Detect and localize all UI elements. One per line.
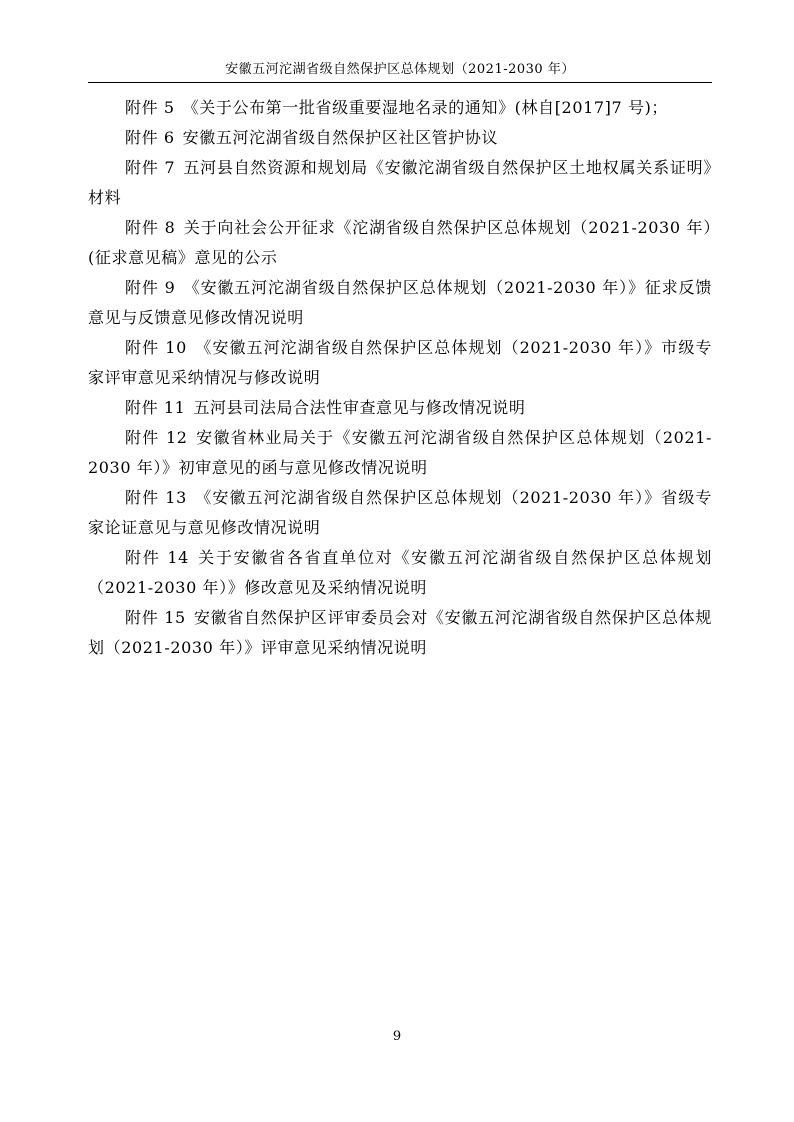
attachment-text: 《安徽五河沱湖省级自然保护区总体规划（2021-2030 年）》征求反馈意见与反馈意见修改情况说明 (88, 278, 713, 327)
attachment-label: 附件 6 (125, 128, 175, 147)
attachment-text: 安徽省林业局关于《安徽五河沱湖省级自然保护区总体规划（2021-2030 年）》初审意见的函与意见修改情况说明 (88, 428, 712, 477)
attachment-label: 附件 13 (125, 488, 187, 507)
attachment-item-6 (88, 123, 712, 153)
attachment-label: 附件 12 (125, 428, 188, 447)
attachment-text: 《安徽五河沱湖省级自然保护区总体规划（2021-2030 年）》市级专家评审意见采纳情况与修改说明 (88, 338, 712, 387)
attachment-text: 五河县司法局合法性审查意见与修改情况说明 (193, 398, 526, 417)
attachment-label: 附件 10 (125, 338, 187, 357)
attachment-text: 五河县自然资源和规划局《安徽沱湖省级自然保护区土地权属关系证明》材料 (88, 158, 713, 207)
attachment-text: 《安徽五河沱湖省级自然保护区总体规划（2021-2030 年）》省级专家论证意见与意见修改情况说明 (88, 488, 712, 537)
attachment-label: 附件 5 (125, 98, 175, 117)
attachment-text: 《关于公布第一批省级重要湿地名录的通知》(林自[2017]7 号)； (182, 98, 669, 117)
attachment-item-10 (88, 333, 712, 393)
page-number: 9 (392, 1029, 402, 1044)
attachment-label: 附件 15 (125, 608, 186, 627)
attachment-text: 关于向社会公开征求《沱湖省级自然保护区总体规划（2021-2030 年）(征求意见稿》意见的公示 (88, 218, 713, 267)
header-divider (88, 82, 712, 83)
attachment-list (88, 93, 712, 663)
attachment-item-9 (88, 273, 712, 333)
attachment-text: 安徽省自然保护区评审委员会对《安徽五河沱湖省级自然保护区总体规划（2021-2030 年）》评审意见采纳情况说明 (88, 608, 712, 657)
attachment-item-5 (88, 93, 712, 123)
attachment-item-15 (88, 603, 712, 663)
page-header: 安徽五河沱湖省级自然保护区总体规划（2021-2030 年） (225, 62, 575, 77)
attachment-label: 附件 8 (125, 218, 176, 237)
attachment-text: 关于安徽省各省直单位对《安徽五河沱湖省级自然保护区总体规划（2021-2030 年）》修改意见及采纳情况说明 (88, 548, 712, 597)
attachment-item-12 (88, 423, 712, 483)
attachment-label: 附件 14 (125, 548, 189, 567)
attachment-item-14 (88, 543, 712, 603)
attachment-label: 附件 11 (125, 398, 186, 417)
attachment-item-8 (88, 213, 712, 273)
attachment-item-11 (88, 393, 712, 423)
attachment-label: 附件 9 (125, 278, 176, 297)
attachment-text: 安徽五河沱湖省级自然保护区社区管护协议 (182, 128, 499, 147)
attachment-item-13 (88, 483, 712, 543)
attachment-item-7 (88, 153, 712, 213)
attachment-label: 附件 7 (125, 158, 176, 177)
